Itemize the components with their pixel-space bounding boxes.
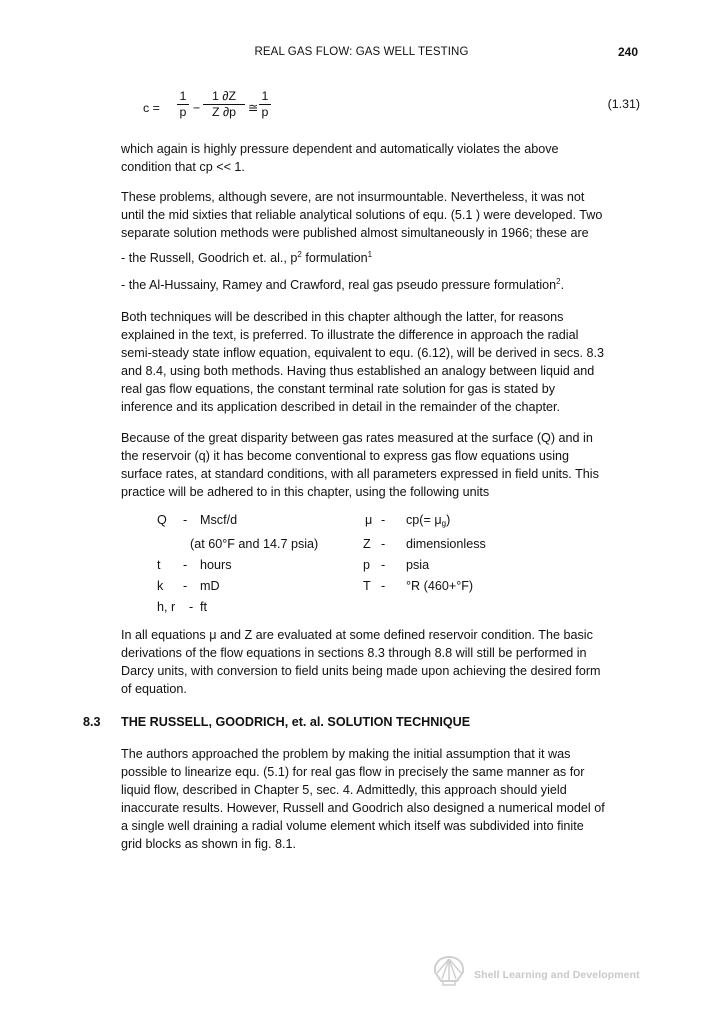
- text-line: practice will be adhered to in this chapter, using the following units: [121, 485, 490, 499]
- equation-number: (1.31): [607, 97, 640, 111]
- fraction-numerator: 1: [261, 89, 269, 103]
- unit-value: psia: [406, 558, 430, 572]
- text-line: which again is highly pressure dependent and automatically violates the above: [121, 142, 559, 156]
- text-line: liquid flow, described in Chapter 5, sec. 4. Admittedly, this approach should yield: [121, 783, 567, 797]
- unit-dash: -: [183, 579, 188, 593]
- text-line: Because of the great disparity between gas rates measured at the surface (Q) and in: [121, 431, 593, 445]
- unit-value-text: ): [446, 513, 451, 527]
- text-line: a single well draining a radial volume element which itself was subdivided into finite: [121, 819, 584, 833]
- text-line: real gas flow equations, the constant terminal rate solution for gas is stated by: [121, 382, 556, 396]
- superscript: 2: [297, 250, 302, 259]
- unit-value-text: cp(= μ: [406, 513, 442, 527]
- unit-symbol: p: [363, 558, 371, 572]
- unit-symbol: Z: [363, 537, 371, 551]
- equation-lhs: c =: [143, 101, 160, 115]
- text-line: In all equations μ and Z are evaluated at some defined reservoir condition. The basic: [121, 628, 593, 642]
- unit-symbol: t: [157, 558, 161, 572]
- equation-operator-minus: −: [193, 101, 201, 115]
- text-line: surface rates, at standard conditions, with all parameters expressed in field units. This: [121, 467, 599, 481]
- unit-value: hours: [200, 558, 232, 572]
- page-header: [0, 43, 723, 61]
- unit-value: (at 60°F and 14.7 psia): [190, 537, 319, 551]
- text-line: inaccurate results. However, Russell and Goodrich also designed a numerical model of: [121, 801, 605, 815]
- unit-value: dimensionless: [406, 537, 486, 551]
- equation-1-31: [143, 89, 640, 125]
- text-line: grid blocks as shown in fig. 8.1.: [121, 837, 297, 851]
- shell-logo-icon: [432, 955, 466, 987]
- unit-symbol: Q: [157, 513, 167, 527]
- fraction-denominator: p: [179, 105, 187, 119]
- unit-dash: -: [381, 558, 386, 572]
- unit-dash: -: [183, 513, 188, 527]
- unit-value: mD: [200, 579, 220, 593]
- fraction-denominator: Z ∂p: [211, 105, 237, 119]
- unit-symbol: k: [157, 579, 164, 593]
- fraction-numerator: 1 ∂Z: [211, 89, 237, 103]
- unit-value: [406, 511, 450, 529]
- unit-value: °R (460+°F): [406, 579, 474, 593]
- unit-dash: -: [189, 600, 194, 614]
- text-line: Both techniques will be described in this chapter although the latter, for reasons: [121, 310, 564, 324]
- unit-dash: -: [183, 558, 188, 572]
- list-item-text: .: [560, 278, 565, 292]
- section-number: 8.3: [83, 715, 101, 729]
- section-title: THE RUSSELL, GOODRICH, et. al. SOLUTION TECHNIQUE: [121, 715, 471, 729]
- list-item-text: - the Russell, Goodrich et. al., p: [121, 251, 298, 265]
- unit-dash: -: [381, 579, 386, 593]
- list-item-text: formulation: [301, 251, 368, 265]
- text-line: explained in the text, is preferred. To illustrate the difference in approach the radial: [121, 328, 579, 342]
- equation-fraction-1: [177, 89, 189, 120]
- text-line: derivations of the flow equations in sections 8.3 through 8.8 will still be performed in: [121, 646, 587, 660]
- text-line: condition that cp << 1.: [121, 160, 245, 174]
- paragraph-1: [121, 140, 641, 176]
- footer-brand-text: Shell Learning and Development: [474, 969, 640, 981]
- text-line: until the mid sixties that reliable analytical solutions of equ. (5.1 ) were developed. Two: [121, 208, 603, 222]
- text-line: separate solution methods were published almost simultaneously in 1966; these are: [121, 226, 589, 240]
- unit-symbol: μ: [365, 513, 373, 527]
- list-item-text: - the Al-Hussainy, Ramey and Crawford, real gas pseudo pressure formulation: [121, 278, 557, 292]
- unit-value: Mscf/d: [200, 513, 238, 527]
- unit-symbol: T: [363, 579, 371, 593]
- running-title: REAL GAS FLOW: GAS WELL TESTING: [254, 46, 469, 58]
- equation-fraction-2: [203, 89, 245, 120]
- paragraph-4: [121, 429, 641, 501]
- paragraph-3: [121, 308, 641, 416]
- text-line: The authors approached the problem by making the initial assumption that it was: [121, 747, 571, 761]
- fraction-numerator: 1: [179, 89, 187, 103]
- paragraph-5: [121, 626, 641, 698]
- list-item-al-hussainy: [121, 276, 641, 294]
- equation-operator-approx: ≅: [248, 101, 259, 115]
- unit-dash: -: [381, 513, 386, 527]
- paragraph-6: [121, 745, 641, 853]
- list-item-russell: [121, 249, 641, 267]
- unit-symbol: h, r: [157, 600, 176, 614]
- text-line: These problems, although severe, are not insurmountable. Nevertheless, it was not: [121, 190, 585, 204]
- paragraph-2: [121, 188, 641, 242]
- subscript: g: [441, 519, 447, 528]
- page-number: 240: [617, 45, 638, 59]
- text-line: semi-steady state inflow equation, equivalent to equ. (6.12), will be derived in secs. 8.3: [121, 346, 605, 360]
- text-line: and 8.4, using both methods. Having thus established an analogy between liquid and: [121, 364, 595, 378]
- unit-value: ft: [200, 600, 207, 614]
- text-line: Darcy units, with conversion to field units being made upon achieving the desired form: [121, 664, 601, 678]
- footnote-ref: 2: [556, 277, 561, 286]
- text-line: of equation.: [121, 682, 187, 696]
- equation-fraction-3: [259, 89, 271, 120]
- text-line: possible to linearize equ. (5.1) for real gas flow in precisely the same manner as for: [121, 765, 585, 779]
- unit-dash: -: [381, 537, 386, 551]
- footnote-ref: 1: [367, 250, 373, 259]
- text-line: the reservoir (q) it has become conventional to express gas flow equations using: [121, 449, 570, 463]
- fraction-denominator: p: [261, 105, 269, 119]
- text-line: inference and its application described in detail in the remainder of the chapter.: [121, 400, 560, 414]
